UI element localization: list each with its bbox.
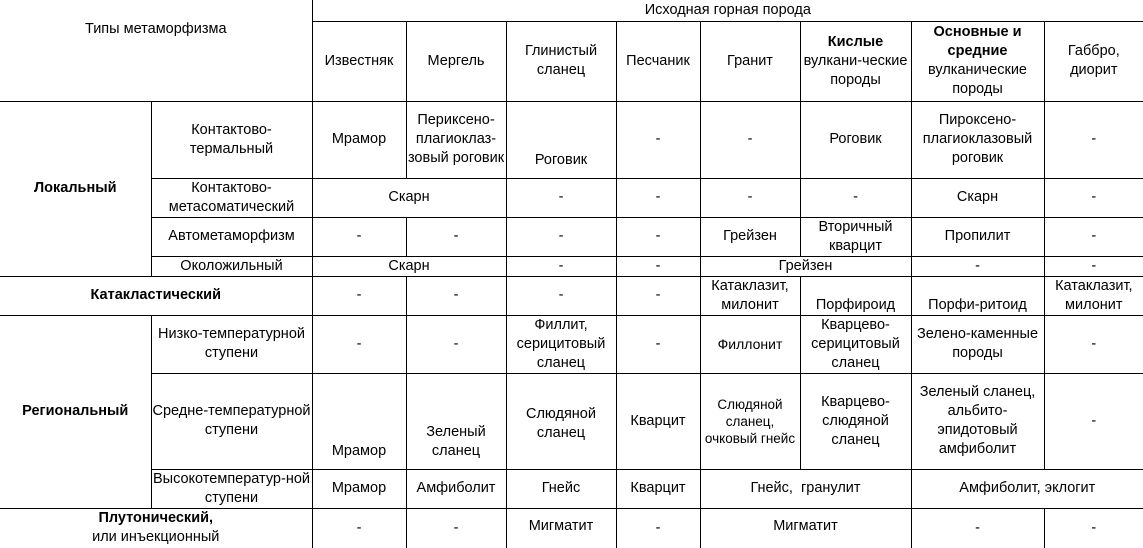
header-metamorphism-types: Типы метаморфизма: [0, 0, 312, 101]
table-cell: Мрамор: [312, 469, 406, 508]
table-cell: -: [616, 256, 700, 276]
group-regional: Региональный: [0, 315, 151, 508]
group-local: Локальный: [0, 101, 151, 276]
table-cell: -: [911, 256, 1044, 276]
table-cell: Мрамор: [312, 373, 406, 469]
table-cell: Скарн: [911, 178, 1044, 217]
table-cell: -: [1044, 373, 1143, 469]
col-basic-volcanic: [911, 21, 1044, 101]
col-acid-volcanic-rest: вулкани-ческие породы: [803, 52, 908, 88]
row-label-low-temp: Низко-температурной ступени: [151, 315, 312, 373]
table-cell: Мигматит: [700, 508, 911, 548]
group-cataclastic: Катакластический: [0, 276, 312, 315]
table-cell: -: [1044, 315, 1143, 373]
table-cell: -: [911, 508, 1044, 548]
row-label-autometamorphism: Автометаморфизм: [151, 217, 312, 256]
col-basic-volcanic-bold: Основные и средние: [933, 24, 1022, 59]
table-cell: Грейзен: [700, 217, 800, 256]
table-cell: Зелено-каменные породы: [911, 315, 1044, 373]
table-cell: Гнейс, гранулит: [700, 469, 911, 508]
table-cell: -: [406, 217, 506, 256]
group-plutonic-bold: Плутонический,: [98, 510, 214, 527]
table-cell: Порфи-ритоид: [911, 276, 1044, 315]
table-cell: -: [506, 178, 616, 217]
table-cell: Гнейс: [506, 469, 616, 508]
col-acid-volcanic-bold: Кислые: [827, 33, 884, 50]
row-label-contact-thermal: Контактово-термальный: [151, 101, 312, 178]
table-cell: Мрамор: [312, 101, 406, 178]
table-cell: Зеленый сланец: [406, 373, 506, 469]
table-cell: Грейзен: [700, 256, 911, 276]
table-cell: Пироксено-плагиоклазовый роговик: [911, 101, 1044, 178]
table-cell: -: [312, 315, 406, 373]
row-label-mid-temp: Средне-температурной ступени: [151, 373, 312, 469]
table-cell: Катаклазит, милонит: [700, 276, 800, 315]
table-cell: -: [506, 217, 616, 256]
table-cell: Скарн: [312, 178, 506, 217]
table-cell: -: [1044, 101, 1143, 178]
table-cell: Роговик: [506, 101, 616, 178]
col-granite: Гранит: [700, 21, 800, 101]
group-plutonic-rest: или инъекционный: [92, 529, 220, 546]
table-cell: -: [312, 217, 406, 256]
table-cell: -: [800, 178, 911, 217]
table-cell: -: [406, 315, 506, 373]
table-cell: Катаклазит, милонит: [1044, 276, 1143, 315]
table-cell: -: [1044, 217, 1143, 256]
table-cell: -: [1044, 178, 1143, 217]
table-cell: Слюдяной сланец: [506, 373, 616, 469]
table-cell: Роговик: [800, 101, 911, 178]
table-cell: Мигматит: [506, 508, 616, 548]
row-label-contact-metasomatic: Контактово-метасоматический: [151, 178, 312, 217]
table-cell: -: [700, 101, 800, 178]
table-cell: -: [616, 276, 700, 315]
table-cell: Амфиболит, эклогит: [911, 469, 1143, 508]
table-cell: Кварцево-серицитовый сланец: [800, 315, 911, 373]
table-cell: -: [616, 508, 700, 548]
col-limestone: Известняк: [312, 21, 406, 101]
table-cell: Кварцит: [616, 469, 700, 508]
table-cell: Слюдяной сланец, очковый гнейс: [700, 373, 800, 469]
col-acid-volcanic: [800, 21, 911, 101]
table-cell: Зеленый сланец, альбито-эпидотовый амфиболит: [911, 373, 1044, 469]
col-marl: Мергель: [406, 21, 506, 101]
table-cell: -: [312, 276, 406, 315]
table-cell: Порфироид: [800, 276, 911, 315]
table-cell: Кварцево-слюдяной сланец: [800, 373, 911, 469]
row-label-near-vein: Околожильный: [151, 256, 312, 276]
col-gabbro: Габбро, диорит: [1044, 21, 1143, 101]
table-cell: -: [616, 101, 700, 178]
col-sandstone: Песчаник: [616, 21, 700, 101]
col-basic-volcanic-rest: вулканические породы: [928, 62, 1027, 97]
table-cell: -: [1044, 508, 1143, 548]
table-cell: -: [616, 178, 700, 217]
table-cell: -: [1044, 256, 1143, 276]
table-cell: Пропилит: [911, 217, 1044, 256]
col-clay-shale: Глинистый сланец: [506, 21, 616, 101]
table-cell: Периксено-плагиоклаз-зовый роговик: [406, 101, 506, 178]
table-cell: -: [506, 256, 616, 276]
table-cell: Кварцит: [616, 373, 700, 469]
row-label-high-temp: Высокотемператур-ной ступени: [151, 469, 312, 508]
table-cell: -: [312, 508, 406, 548]
header-source-rock: Исходная горная порода: [312, 0, 1143, 21]
table-cell: -: [406, 508, 506, 548]
table-cell: Амфиболит: [406, 469, 506, 508]
table-cell: -: [616, 217, 700, 256]
table-cell: -: [506, 276, 616, 315]
table-cell: -: [700, 178, 800, 217]
table-cell: -: [406, 276, 506, 315]
table-cell: Филлонит: [700, 315, 800, 373]
table-cell: -: [616, 315, 700, 373]
table-cell: Скарн: [312, 256, 506, 276]
group-plutonic: [0, 508, 312, 548]
table-cell: Вторичный кварцит: [800, 217, 911, 256]
table-cell: Филлит, серицитовый сланец: [506, 315, 616, 373]
